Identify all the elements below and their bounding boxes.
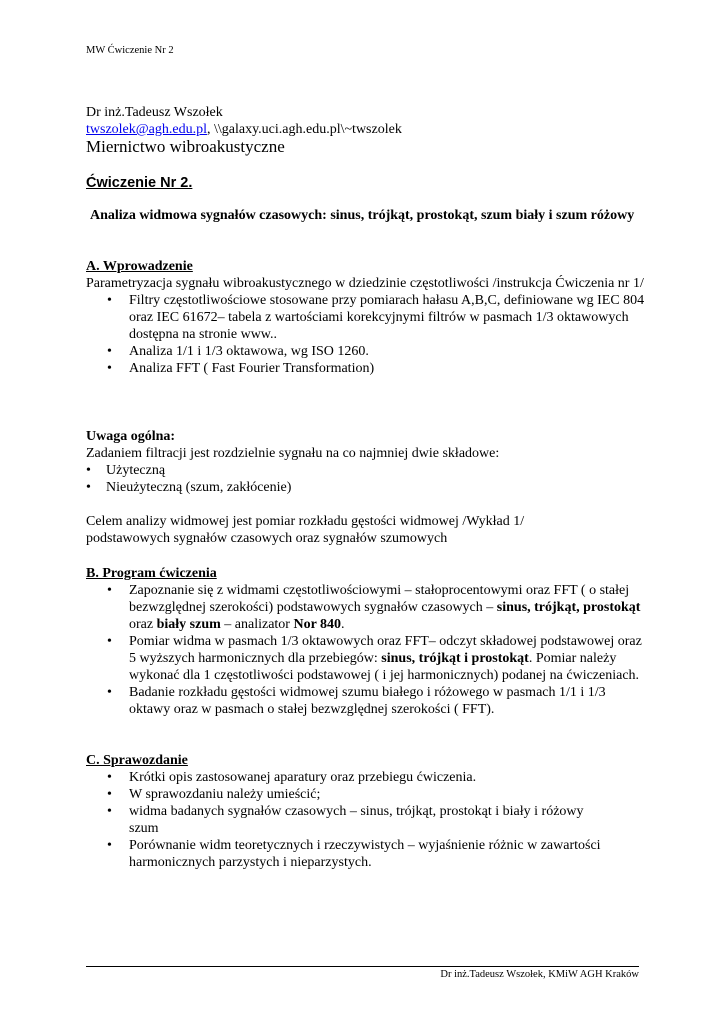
- section-c: [86, 752, 646, 871]
- course-subject: Miernictwo wibroakustyczne: [86, 137, 285, 156]
- list-item-text: Nieużyteczną (szum, zakłócenie): [106, 480, 292, 495]
- text-run: .: [341, 617, 345, 632]
- bullet-icon: •: [107, 804, 112, 819]
- bullet-icon: •: [107, 770, 112, 785]
- section-b-heading: B. Program ćwiczenia: [86, 566, 217, 581]
- list-item: [86, 360, 646, 377]
- general-note-heading: Uwaga ogólna:: [86, 429, 176, 444]
- list-item-text: widma badanych sygnałów czasowych – sinus, trójkąt, prostokąt i biały i różowy szum: [129, 804, 584, 836]
- page-footer: Dr inż.Tadeusz Wszołek, KMiW AGH Kraków: [440, 969, 639, 980]
- list-item: [86, 837, 646, 871]
- bullet-icon: •: [86, 463, 91, 478]
- bullet-icon: •: [107, 838, 112, 853]
- list-item-text: W sprawozdaniu należy umieścić;: [129, 787, 321, 802]
- general-note: [86, 428, 646, 547]
- list-item: [86, 582, 646, 633]
- list-item: [86, 769, 646, 786]
- bullet-icon: •: [107, 685, 112, 700]
- footer-divider: [86, 966, 639, 967]
- list-item-text: Porównanie widm teoretycznych i rzeczywistych – wyjaśnienie różnic w zawartości harmonicznych parzystych i nieparzystych.: [129, 838, 601, 870]
- list-item-text: Analiza FFT ( Fast Fourier Transformation): [129, 361, 375, 376]
- text-run: Zapoznanie się z widmami częstotliwościowymi – stałoprocentowymi oraz FFT ( o stałej bezwzględnej szerokości) podstawowych sygnałów czasowych –: [129, 583, 630, 615]
- section-b: [86, 565, 646, 718]
- list-item: [86, 786, 646, 803]
- list-item-text: Filtry częstotliwościowe stosowane przy pomiarach hałasu A,B,C, definiowane wg IEC 804 oraz IEC 61672– tabela z wartościami korekcyjnymi filtrów w pasmach 1/3 oktawowych dostępna na stronie www..: [129, 293, 645, 342]
- section-c-list: [86, 769, 646, 871]
- list-item-text: Analiza 1/1 i 1/3 oktawowa, wg ISO 1260.: [129, 344, 369, 359]
- bullet-icon: •: [107, 361, 112, 376]
- general-note-intro: Zadaniem filtracji jest rozdzielnie sygnału na co najmniej dwie składowe:: [86, 446, 500, 461]
- analysis-goal: Celem analizy widmowej jest pomiar rozkładu gęstości widmowej /Wykład 1/ podstawowych sygnałów czasowych oraz sygnałów szumowych: [86, 514, 525, 546]
- section-a-list: [86, 292, 646, 377]
- list-item-text: Badanie rozkładu gęstości widmowej szumu białego i różowego w pasmach 1/1 i 1/3 oktawy oraz w pasmach o stałej bezwzględnej szerokości ( FFT).: [129, 685, 606, 717]
- section-c-heading: C. Sprawozdanie: [86, 753, 188, 768]
- list-item: [86, 292, 646, 343]
- section-a-intro: Parametryzacja sygnału wibroakustycznego w dziedzinie częstotliwości /instrukcja Ćwiczenia nr 1/: [86, 276, 644, 291]
- text-run: . Pomiar należy wykonać dla 1 częstotliwości podstawowej ( i jej harmonicznych) podanej na ćwiczeniach.: [129, 651, 640, 683]
- signal-names: sinus, trójkąt i prostokąt: [381, 651, 529, 666]
- list-item: [86, 343, 646, 360]
- section-b-list: [86, 582, 646, 718]
- section-a: [86, 258, 646, 377]
- network-path: , \\galaxy.uci.agh.edu.pl\~twszolek: [206, 122, 402, 137]
- main-title-text: Analiza widmowa sygnałów czasowych: sinus, trójkąt, prostokąt, szum biały i szum różowy: [90, 208, 635, 223]
- text-run: oraz: [129, 617, 157, 632]
- bullet-icon: •: [86, 480, 91, 495]
- list-item: [86, 803, 646, 837]
- text-run: – analizator: [220, 617, 294, 632]
- bullet-icon: •: [107, 293, 112, 308]
- exercise-title: Ćwiczenie Nr 2.: [86, 175, 193, 191]
- list-item-text: Użyteczną: [106, 463, 166, 478]
- author-contact: [86, 121, 402, 138]
- list-item: [86, 462, 646, 479]
- general-note-list: [86, 462, 646, 496]
- email-link[interactable]: twszolek@agh.edu.pl: [86, 122, 207, 137]
- bullet-icon: •: [107, 344, 112, 359]
- white-noise: biały szum: [156, 617, 221, 632]
- list-item: [86, 684, 646, 718]
- bullet-icon: •: [107, 634, 112, 649]
- list-item: [86, 633, 646, 684]
- section-a-heading: A. Wprowadzenie: [86, 259, 193, 274]
- bullet-icon: •: [107, 787, 112, 802]
- analyzer-name: Nor 840: [293, 617, 342, 632]
- author-name: Dr inż.Tadeusz Wszołek: [86, 105, 223, 120]
- text-run: Pomiar widma w pasmach 1/3 oktawowych oraz FFT– odczyt składowej podstawowej oraz 5 wyższych harmonicznych dla przebiegów:: [129, 634, 642, 666]
- main-title: [86, 207, 646, 224]
- page-header: MW Ćwiczenie Nr 2: [86, 45, 174, 56]
- signal-names: sinus, trójkąt, prostokąt: [496, 600, 641, 615]
- list-item-text: Krótki opis zastosowanej aparatury oraz przebiegu ćwiczenia.: [129, 770, 477, 785]
- bullet-icon: •: [107, 583, 112, 598]
- list-item: [86, 479, 646, 496]
